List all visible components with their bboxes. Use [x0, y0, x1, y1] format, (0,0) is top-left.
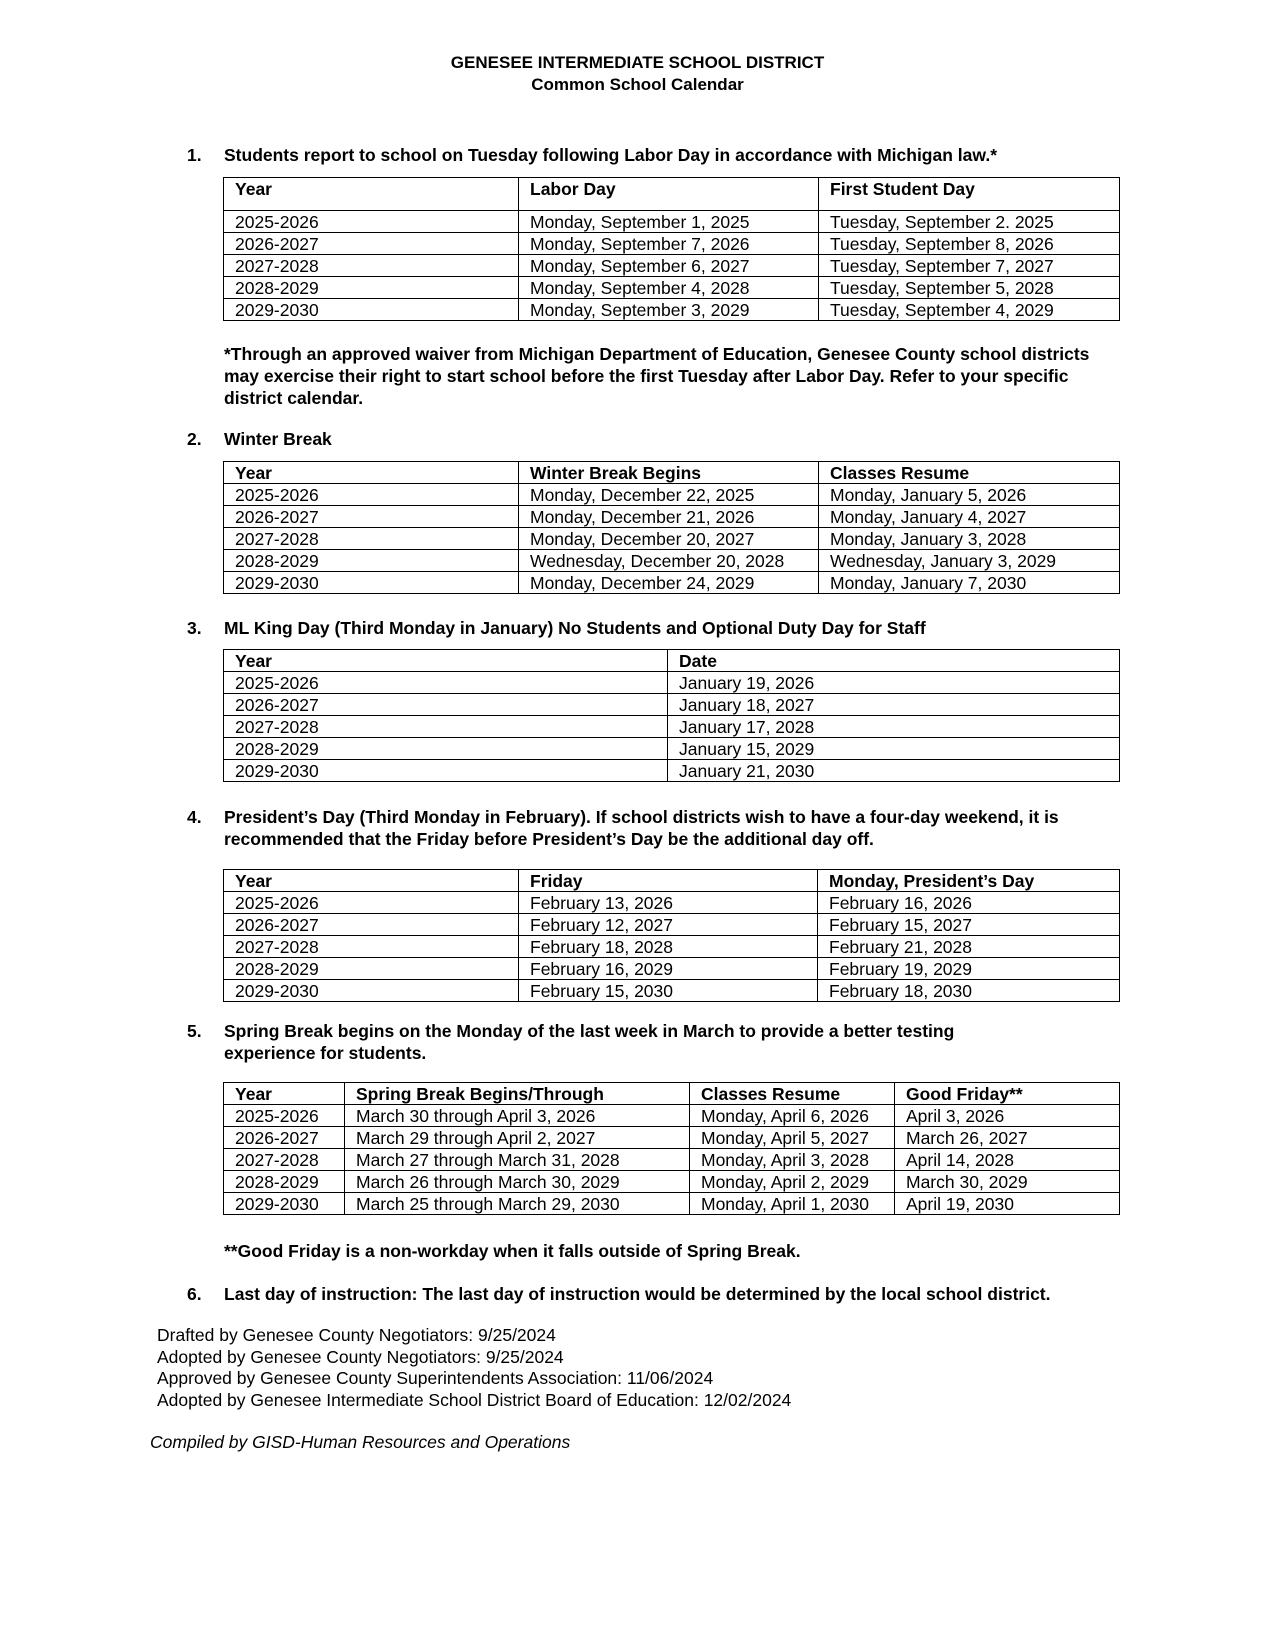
table-cell: Tuesday, September 2. 2025 — [819, 211, 1120, 233]
table-cell: Tuesday, September 7, 2027 — [819, 255, 1120, 277]
table-row — [224, 1105, 1120, 1127]
table-header: Good Friday** — [895, 1083, 1120, 1105]
table-row — [224, 1171, 1120, 1193]
table-cell: 2026-2027 — [224, 914, 519, 936]
table-cell: 2026-2027 — [224, 1127, 345, 1149]
table-cell: 2025-2026 — [224, 211, 519, 233]
table-row — [224, 1193, 1120, 1215]
table-row — [224, 528, 1120, 550]
section-2-number: 2. — [187, 429, 202, 449]
table-header: Friday — [519, 870, 818, 892]
table-cell: Monday, September 7, 2026 — [519, 233, 819, 255]
table-cell: January 21, 2030 — [668, 760, 1120, 782]
table-cell: 2025-2026 — [224, 892, 519, 914]
table-cell: February 21, 2028 — [818, 936, 1120, 958]
table-cell: Monday, April 3, 2028 — [690, 1149, 895, 1171]
table-header: Winter Break Begins — [519, 462, 819, 484]
table-cell: 2028-2029 — [224, 958, 519, 980]
good-friday-note: **Good Friday is a non-workday when it falls outside of Spring Break. — [224, 1241, 801, 1261]
table-header: Year — [224, 870, 519, 892]
section-1-number: 1. — [187, 145, 202, 165]
table-cell: Monday, September 6, 2027 — [519, 255, 819, 277]
table-header: Labor Day — [519, 178, 819, 211]
table-header: Spring Break Begins/Through — [345, 1083, 690, 1105]
table-cell: March 25 through March 29, 2030 — [345, 1193, 690, 1215]
table-row — [224, 892, 1120, 914]
table-cell: Monday, September 4, 2028 — [519, 277, 819, 299]
table-cell: Monday, April 1, 2030 — [690, 1193, 895, 1215]
approval-line: Adopted by Genesee Intermediate School District Board of Education: 12/02/2024 — [157, 1389, 792, 1410]
table-row — [224, 694, 1120, 716]
table-cell: March 30, 2029 — [895, 1171, 1120, 1193]
table-row — [224, 255, 1120, 277]
labor-day-table — [223, 177, 1120, 321]
table-cell: 2027-2028 — [224, 936, 519, 958]
table-row — [224, 958, 1120, 980]
table-cell: Wednesday, December 20, 2028 — [519, 550, 819, 572]
table-row — [224, 914, 1120, 936]
table-cell: 2028-2029 — [224, 738, 668, 760]
table-cell: Monday, December 21, 2026 — [519, 506, 819, 528]
table-row — [224, 1127, 1120, 1149]
table-cell: 2025-2026 — [224, 1105, 345, 1127]
table-cell: Monday, September 3, 2029 — [519, 299, 819, 321]
table-cell: 2027-2028 — [224, 528, 519, 550]
table-cell: Monday, January 5, 2026 — [819, 484, 1120, 506]
table-cell: March 30 through April 3, 2026 — [345, 1105, 690, 1127]
table-cell: 2029-2030 — [224, 299, 519, 321]
table-cell: January 19, 2026 — [668, 672, 1120, 694]
table-cell: February 18, 2028 — [519, 936, 818, 958]
mlk-day-table — [223, 649, 1120, 782]
spring-break-table — [223, 1082, 1120, 1215]
section-4-heading: President’s Day (Third Monday in February). If school districts wish to have a four-day weekend, it is recommended that the Friday before President’s Day be the additional day off. — [224, 807, 1059, 849]
section-3-number: 3. — [187, 618, 202, 638]
table-cell: Monday, December 20, 2027 — [519, 528, 819, 550]
table-row — [224, 484, 1120, 506]
section-5-number: 5. — [187, 1021, 202, 1041]
table-cell: March 26 through March 30, 2029 — [345, 1171, 690, 1193]
table-header: Monday, President’s Day — [818, 870, 1120, 892]
table-cell: Wednesday, January 3, 2029 — [819, 550, 1120, 572]
table-cell: February 13, 2026 — [519, 892, 818, 914]
approval-line: Approved by Genesee County Superintendents Association: 11/06/2024 — [157, 1368, 714, 1388]
table-cell: Tuesday, September 8, 2026 — [819, 233, 1120, 255]
table-cell: 2028-2029 — [224, 550, 519, 572]
table-row — [224, 550, 1120, 572]
approval-line: Drafted by Genesee County Negotiators: 9/25/2024 — [157, 1325, 556, 1345]
page-subtitle: Common School Calendar — [531, 75, 744, 94]
table-cell: Monday, September 1, 2025 — [519, 211, 819, 233]
table-cell: February 18, 2030 — [818, 980, 1120, 1002]
approval-line: Adopted by Genesee County Negotiators: 9/25/2024 — [157, 1346, 564, 1367]
table-cell: March 29 through April 2, 2027 — [345, 1127, 690, 1149]
table-cell: April 3, 2026 — [895, 1105, 1120, 1127]
section-3-heading: ML King Day (Third Monday in January) No Students and Optional Duty Day for Staff — [224, 618, 926, 638]
table-row — [224, 738, 1120, 760]
table-row — [224, 572, 1120, 594]
table-cell: 2025-2026 — [224, 484, 519, 506]
table-cell: Monday, January 3, 2028 — [819, 528, 1120, 550]
table-cell: Tuesday, September 4, 2029 — [819, 299, 1120, 321]
table-row — [224, 1149, 1120, 1171]
table-header: Year — [224, 650, 668, 672]
table-cell: 2026-2027 — [224, 233, 519, 255]
table-cell: February 16, 2026 — [818, 892, 1120, 914]
table-cell: February 19, 2029 — [818, 958, 1120, 980]
table-cell: 2025-2026 — [224, 672, 668, 694]
table-cell: 2029-2030 — [224, 760, 668, 782]
table-header: Year — [224, 462, 519, 484]
table-cell: 2029-2030 — [224, 1193, 345, 1215]
table-header: Year — [224, 1083, 345, 1105]
table-cell: 2027-2028 — [224, 255, 519, 277]
table-cell: 2027-2028 — [224, 716, 668, 738]
approval-history — [157, 1325, 791, 1411]
table-row — [224, 672, 1120, 694]
table-cell: February 12, 2027 — [519, 914, 818, 936]
table-cell: February 16, 2029 — [519, 958, 818, 980]
table-cell: 2028-2029 — [224, 277, 519, 299]
section-6-heading: Last day of instruction: The last day of instruction would be determined by the local school district. — [224, 1284, 1051, 1304]
table-cell: Monday, April 5, 2027 — [690, 1127, 895, 1149]
section-4-number: 4. — [187, 807, 202, 827]
table-header: First Student Day — [819, 178, 1120, 211]
table-cell: April 14, 2028 — [895, 1149, 1120, 1171]
table-row — [224, 233, 1120, 255]
table-cell: Monday, December 22, 2025 — [519, 484, 819, 506]
table-row — [224, 277, 1120, 299]
table-cell: Monday, January 7, 2030 — [819, 572, 1120, 594]
waiver-note: *Through an approved waiver from Michigan Department of Education, Genesee County school districts may exercise their right to start school before the first Tuesday after Labor Day. Refer to your specific district calendar. — [224, 344, 1090, 408]
table-cell: April 19, 2030 — [895, 1193, 1120, 1215]
winter-break-table — [223, 461, 1120, 594]
section-5-heading: Spring Break begins on the Monday of the last week in March to provide a better testing experience for students. — [224, 1021, 955, 1063]
table-cell: 2029-2030 — [224, 572, 519, 594]
table-cell: Monday, January 4, 2027 — [819, 506, 1120, 528]
section-2-heading: Winter Break — [224, 429, 332, 449]
table-row — [224, 211, 1120, 233]
table-cell: January 17, 2028 — [668, 716, 1120, 738]
page-title: GENESEE INTERMEDIATE SCHOOL DISTRICT — [450, 53, 825, 72]
table-cell: Tuesday, September 5, 2028 — [819, 277, 1120, 299]
section-6-number: 6. — [187, 1284, 202, 1304]
table-header: Classes Resume — [819, 462, 1120, 484]
section-1-heading: Students report to school on Tuesday following Labor Day in accordance with Michigan law.* — [224, 145, 998, 165]
table-header: Classes Resume — [690, 1083, 895, 1105]
table-cell: Monday, April 6, 2026 — [690, 1105, 895, 1127]
table-header: Year — [224, 178, 519, 211]
table-header: Date — [668, 650, 1120, 672]
table-cell: 2027-2028 — [224, 1149, 345, 1171]
table-cell: Monday, December 24, 2029 — [519, 572, 819, 594]
table-cell: March 26, 2027 — [895, 1127, 1120, 1149]
compiled-by: Compiled by GISD-Human Resources and Operations — [150, 1432, 571, 1452]
table-cell: 2026-2027 — [224, 506, 519, 528]
table-cell: March 27 through March 31, 2028 — [345, 1149, 690, 1171]
table-cell: Monday, April 2, 2029 — [690, 1171, 895, 1193]
table-row — [224, 936, 1120, 958]
table-cell: January 15, 2029 — [668, 738, 1120, 760]
table-row — [224, 760, 1120, 782]
presidents-day-table — [223, 869, 1120, 1002]
table-row — [224, 716, 1120, 738]
table-cell: February 15, 2030 — [519, 980, 818, 1002]
table-cell: 2029-2030 — [224, 980, 519, 1002]
table-cell: February 15, 2027 — [818, 914, 1120, 936]
table-row — [224, 506, 1120, 528]
table-cell: 2028-2029 — [224, 1171, 345, 1193]
table-row — [224, 980, 1120, 1002]
table-cell: January 18, 2027 — [668, 694, 1120, 716]
table-row — [224, 299, 1120, 321]
table-cell: 2026-2027 — [224, 694, 668, 716]
